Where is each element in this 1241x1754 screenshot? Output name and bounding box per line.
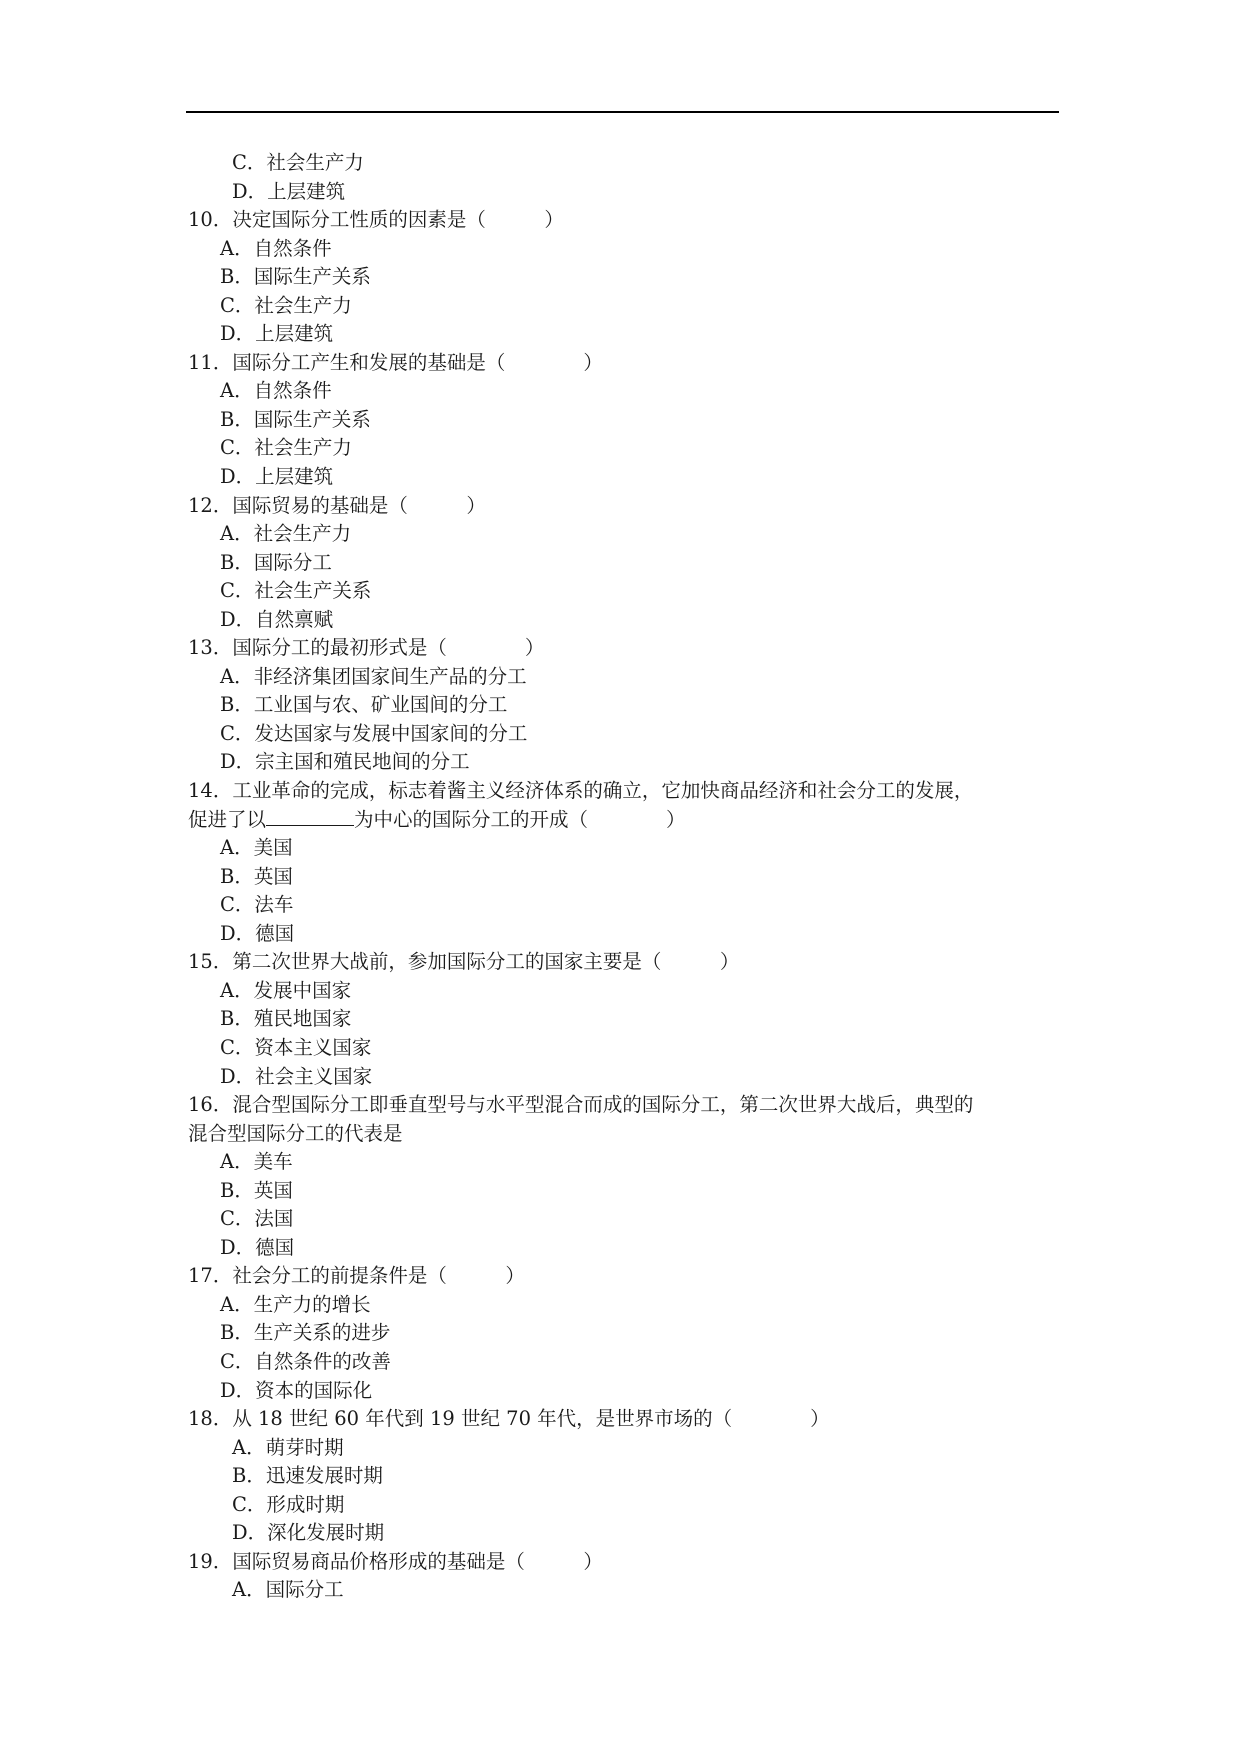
question-stem (188, 349, 1058, 378)
option-line: B．国际生产关系 (220, 407, 371, 431)
option-line: A．生产力的增长 (220, 1292, 371, 1316)
option-line: B．英国 (220, 1178, 293, 1202)
option-line: D．上层建筑 (232, 179, 346, 203)
question-stem (188, 492, 1058, 521)
question-text: 工业革命的完成，标志着酱主义经济体系的确立，它加快商品经济和社会分工的发展， (232, 779, 974, 803)
fill-in-blank (266, 806, 354, 826)
question-number: 16． (188, 1093, 233, 1117)
option-line: B．生产关系的进步 (220, 1321, 391, 1345)
option-line: D．德国 (220, 921, 295, 945)
option-line: A．自然条件 (220, 236, 332, 260)
option-line: B．迅速发展时期 (232, 1464, 383, 1488)
question-stem (188, 1405, 1058, 1434)
stem-suffix: 为中心的国际分工的开成（ ） (354, 807, 686, 831)
question-number: 15． (188, 950, 233, 974)
option-line: A．国际分工 (232, 1578, 344, 1602)
option-line: A．社会生产力 (220, 522, 352, 546)
option-line: B．国际生产关系 (220, 265, 371, 289)
option-line: D．深化发展时期 (232, 1521, 385, 1545)
question-number: 12． (188, 493, 233, 517)
option-line: C．社会生产力 (232, 151, 364, 174)
question-text: 国际贸易商品价格形成的基础是（ ） (232, 1549, 603, 1573)
option-line: A．美国 (220, 836, 293, 860)
question-number: 19． (188, 1549, 233, 1573)
question-text: 决定国际分工性质的因素是（ ） (232, 208, 564, 232)
question-text: 国际分工产生和发展的基础是（ ） (232, 350, 603, 374)
option-line: A．萌芽时期 (232, 1435, 344, 1459)
option-line: D．上层建筑 (220, 465, 334, 489)
question-text: 混合型国际分工即垂直型号与水平型混合而成的国际分工，第二次世界大战后，典型的 (232, 1093, 974, 1117)
option-line: C．资本主义国家 (220, 1035, 372, 1059)
option-line: D．上层建筑 (220, 322, 334, 346)
question-text: 第二次世界大战前，参加国际分工的国家主要是（ ） (232, 950, 740, 974)
question-stem-continuation (188, 806, 1058, 835)
option-line: A．非经济集团国家间生产品的分工 (220, 664, 527, 688)
question-number: 17． (188, 1264, 233, 1288)
option-line: D．德国 (220, 1235, 295, 1259)
question-text: 社会分工的前提条件是（ ） (232, 1264, 525, 1288)
option-line: B．殖民地国家 (220, 1007, 352, 1031)
option-line: C．形成时期 (232, 1492, 345, 1516)
option-line: C．法车 (220, 893, 294, 917)
question-stem (188, 1091, 1058, 1120)
option-line: C．社会生产关系 (220, 579, 372, 603)
option-line: D．资本的国际化 (220, 1378, 373, 1402)
header-rule (186, 111, 1059, 113)
option-line: B．国际分工 (220, 550, 332, 574)
question-stem (188, 1262, 1058, 1291)
option-line: D．自然禀赋 (220, 607, 334, 631)
question-stem (188, 777, 1058, 806)
option-line: A．自然条件 (220, 379, 332, 403)
option-line: D．社会主义国家 (220, 1064, 373, 1088)
option-line: C．法国 (220, 1207, 294, 1231)
option-line: B．工业国与农、矿业国间的分工 (220, 693, 508, 717)
question-list (188, 149, 1058, 1605)
question-number: 18． (188, 1407, 233, 1431)
question-number: 11． (188, 350, 233, 374)
question-stem (188, 1548, 1058, 1577)
question-stem-continuation: 混合型国际分工的代表是 (188, 1121, 403, 1145)
question-stem (188, 634, 1058, 663)
question-number: 13． (188, 636, 233, 660)
option-line: D．宗主国和殖民地间的分工 (220, 750, 470, 774)
option-line: C．发达国家与发展中国家间的分工 (220, 721, 528, 745)
question-number: 14． (188, 779, 233, 803)
question-text: 国际分工的最初形式是（ ） (232, 636, 545, 660)
option-line: C．社会生产力 (220, 293, 352, 317)
option-line: A．美车 (220, 1150, 293, 1174)
question-text: 国际贸易的基础是（ ） (232, 493, 486, 517)
option-line: C．社会生产力 (220, 436, 352, 460)
question-number: 10． (188, 208, 233, 232)
question-stem (188, 948, 1058, 977)
option-line: B．英国 (220, 864, 293, 888)
option-line: A．发展中国家 (220, 978, 352, 1002)
question-stem (188, 206, 1058, 235)
option-line: C．自然条件的改善 (220, 1349, 391, 1373)
question-text: 从 18 世纪 60 年代到 19 世纪 70 年代，是世界市场的（ ） (232, 1407, 830, 1431)
stem-prefix: 促进了以 (188, 807, 267, 831)
